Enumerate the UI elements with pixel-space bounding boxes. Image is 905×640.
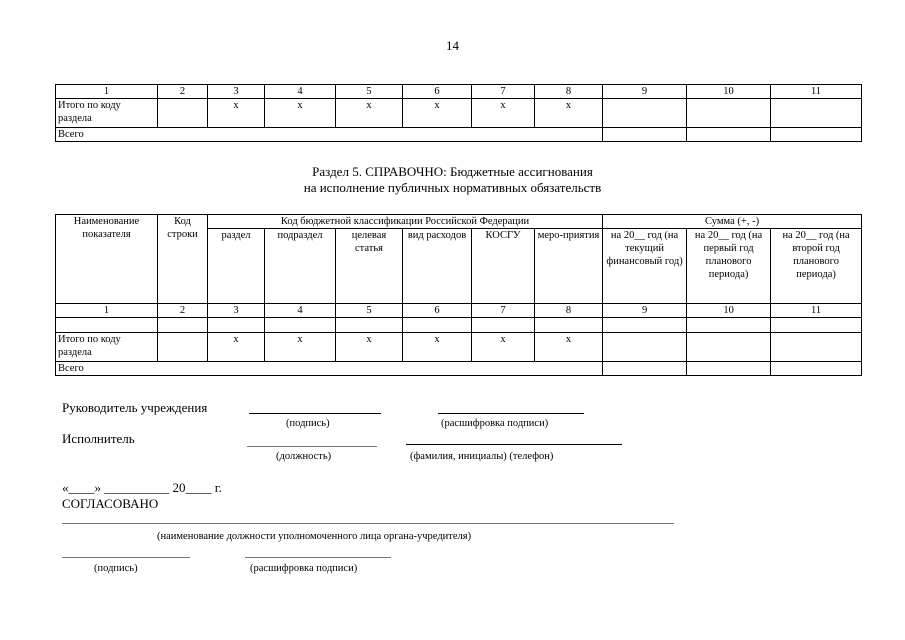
head-signature-line xyxy=(249,413,381,414)
table-cell xyxy=(603,333,687,362)
subheader-subsection: подраздел xyxy=(265,229,336,304)
agreed-label: СОГЛАСОВАНО xyxy=(62,496,159,511)
table-cell: Итого по коду раздела xyxy=(56,99,158,128)
table-cell xyxy=(603,318,687,333)
subheader-kosgu: КОСГУ xyxy=(472,229,535,304)
col-number: 4 xyxy=(265,304,336,318)
table-cell xyxy=(158,99,208,128)
col-number: 2 xyxy=(158,85,208,99)
page-number: 14 xyxy=(446,38,459,53)
table-cell: x xyxy=(336,333,403,362)
decoding-caption: (расшифровка подписи) xyxy=(441,418,549,429)
table-cell: x xyxy=(535,333,603,362)
column-number-row xyxy=(56,304,862,318)
header-budget-classification: Код бюджетной классификации Российской Федерации xyxy=(208,215,603,229)
obligations-table xyxy=(55,214,862,376)
col-number: 11 xyxy=(771,85,862,99)
head-of-institution-label: Руководитель учреждения xyxy=(62,400,208,415)
col-number: 6 xyxy=(403,304,472,318)
table-cell xyxy=(265,318,336,333)
section-heading xyxy=(0,164,905,196)
table-cell xyxy=(687,362,771,376)
header-line-code: Код строки xyxy=(158,215,208,304)
col-number: 6 xyxy=(403,85,472,99)
table-cell: x xyxy=(403,333,472,362)
subheader-current-year: на 20__ год (на текущий финансовый год) xyxy=(603,229,687,304)
table-cell: x xyxy=(403,99,472,128)
total-by-code-row xyxy=(56,99,862,128)
col-number: 10 xyxy=(687,304,771,318)
header-sum: Сумма (+, -) xyxy=(603,215,862,229)
table-cell xyxy=(472,318,535,333)
table-cell: x xyxy=(535,99,603,128)
col-number: 7 xyxy=(472,304,535,318)
grand-total-label: Всего xyxy=(56,362,603,376)
column-number-row xyxy=(56,85,862,99)
col-number: 7 xyxy=(472,85,535,99)
col-number: 5 xyxy=(336,304,403,318)
table-cell xyxy=(771,333,862,362)
col-number: 8 xyxy=(535,304,603,318)
subheader-section: раздел xyxy=(208,229,265,304)
signature-caption: (подпись) xyxy=(286,418,330,429)
col-number: 2 xyxy=(158,304,208,318)
date-line: «____» __________ 20____ г. xyxy=(62,480,222,495)
table-cell: x xyxy=(265,333,336,362)
name-phone-line xyxy=(406,444,622,445)
table-cell: x xyxy=(472,333,535,362)
table-cell xyxy=(687,128,771,142)
col-number: 10 xyxy=(687,85,771,99)
table-cell xyxy=(603,99,687,128)
table-cell xyxy=(771,128,862,142)
table-cell xyxy=(603,128,687,142)
col-number: 4 xyxy=(265,85,336,99)
official-position-caption: (наименование должности уполномоченного лица органа-учредителя) xyxy=(157,531,472,542)
col-number: 8 xyxy=(535,85,603,99)
table-cell xyxy=(771,99,862,128)
table-cell xyxy=(603,362,687,376)
table-cell: Итого по коду раздела xyxy=(56,333,158,362)
table-cell xyxy=(687,333,771,362)
table-cell xyxy=(56,318,158,333)
subheader-second-plan-year: на 20__ год (на второй год планового периода) xyxy=(771,229,862,304)
position-line xyxy=(247,446,377,447)
col-number: 1 xyxy=(56,85,158,99)
col-number: 3 xyxy=(208,85,265,99)
table-cell: x xyxy=(208,99,265,128)
grand-total-row xyxy=(56,128,862,142)
table-cell xyxy=(158,318,208,333)
agreed-signature-caption: (подпись) xyxy=(94,563,138,574)
table-cell xyxy=(771,362,862,376)
table-cell xyxy=(336,318,403,333)
subheader-expense-type: вид расходов xyxy=(403,229,472,304)
summary-table-top xyxy=(55,84,862,142)
official-position-line xyxy=(62,523,674,524)
grand-total-row xyxy=(56,362,862,376)
table-cell xyxy=(771,318,862,333)
subheader-measures: меро-приятия xyxy=(535,229,603,304)
agreed-signature-line xyxy=(62,557,190,558)
head-decoding-line xyxy=(438,413,584,414)
agreed-decoding-line xyxy=(245,557,391,558)
total-by-code-row xyxy=(56,333,862,362)
col-number: 9 xyxy=(603,304,687,318)
table-cell xyxy=(158,333,208,362)
position-caption: (должность) xyxy=(276,451,332,462)
table-cell: x xyxy=(336,99,403,128)
header-row-1 xyxy=(56,215,862,229)
table-cell xyxy=(403,318,472,333)
col-number: 3 xyxy=(208,304,265,318)
section-title-line-2: на исполнение публичных нормативных обязательств xyxy=(303,180,602,195)
executor-label: Исполнитель xyxy=(62,431,135,446)
grand-total-label: Всего xyxy=(56,128,603,142)
table-cell xyxy=(687,318,771,333)
subheader-target-article: целевая статья xyxy=(336,229,403,304)
header-indicator-name: Наименование показателя xyxy=(56,215,158,304)
col-number: 5 xyxy=(336,85,403,99)
col-number: 9 xyxy=(603,85,687,99)
agreed-decoding-caption: (расшифровка подписи) xyxy=(250,563,358,574)
table-cell: x xyxy=(208,333,265,362)
subheader-first-plan-year: на 20__ год (на первый год планового периода) xyxy=(687,229,771,304)
table-cell xyxy=(535,318,603,333)
table-cell xyxy=(208,318,265,333)
empty-row xyxy=(56,318,862,333)
section-title-line-1: Раздел 5. СПРАВОЧНО: Бюджетные ассигнования xyxy=(312,164,593,179)
col-number: 11 xyxy=(771,304,862,318)
table-cell: x xyxy=(472,99,535,128)
name-phone-caption: (фамилия, инициалы) (телефон) xyxy=(410,451,554,462)
table-cell: x xyxy=(265,99,336,128)
col-number: 1 xyxy=(56,304,158,318)
table-cell xyxy=(687,99,771,128)
